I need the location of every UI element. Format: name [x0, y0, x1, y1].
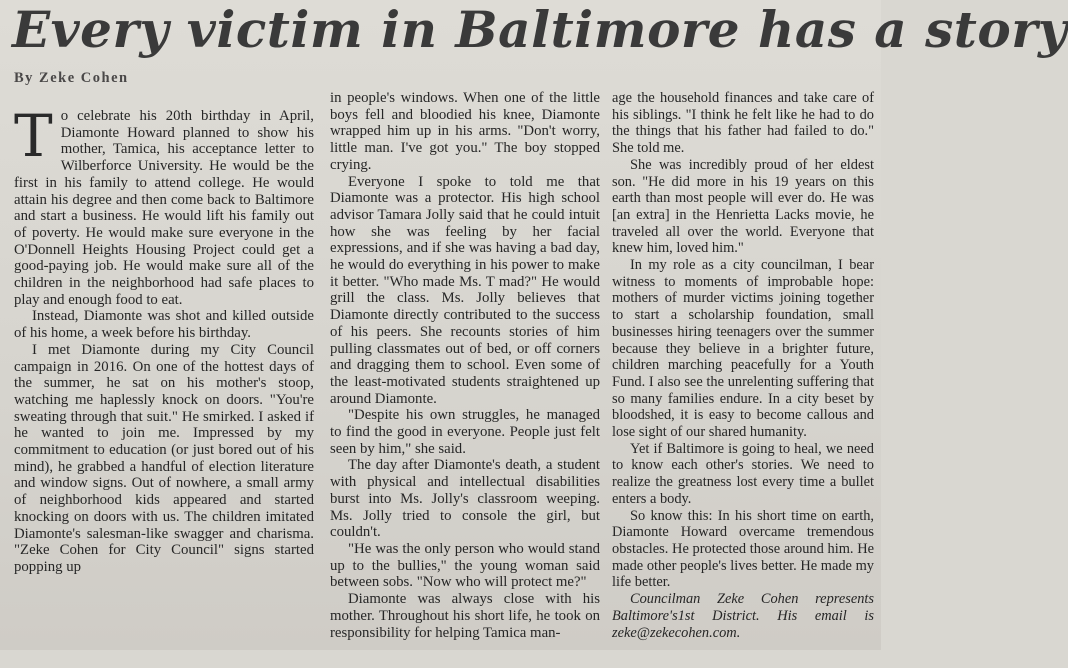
paragraph: Everyone I spoke to told me that Diamonte was a protector. His high school advisor Tamara Jolly said that he could intuit how she was feeling by her facial expressions, and if she was having a bad day, he would do everything in his power to make it better. "Who made Ms. T mad?" He would grill the class. Ms. Jolly believes that Diamonte directly contributed to the success of his peers. She recounts stories of him pulling classmates out of bed, or off corners and dragging them to school. Even some of the least-motivated students straightened up around Diamonte.	[330, 173, 600, 407]
paragraph: age the household finances and take care of his siblings. "I think he felt like he had to do the things that his father had failed to do." She told me.	[612, 90, 874, 157]
paragraph-text: o celebrate his 20th birthday in April, Diamonte Howard planned to show his mother, Tamica, his acceptance letter to Wilberforce University. He would be the first in his family to attend college. He would attain his degree and then come back to Baltimore and start a business. He would lift his family out of poverty. He would make sure everyone in the O'Donnell Heights Housing Project could get a good-paying job. He would make sure all of the children in the neighborhood had safe places to play and enough food to eat.	[14, 108, 314, 308]
column-3	[612, 90, 874, 650]
paragraph: Instead, Diamonte was shot and killed outside of his home, a week before his birthday.	[14, 308, 314, 342]
paragraph: "He was the only person who would stand up to the bullies," the young woman said between sobs. "Now who will protect me?"	[330, 540, 600, 591]
paragraph: "Despite his own struggles, he managed to find the good in everyone. People just felt seen by him," she said.	[330, 407, 600, 457]
paragraph: Diamonte was always close with his mother. Throughout his short life, he took on responsibility for helping Tamica man-	[330, 591, 600, 641]
paragraph: In my role as a city councilman, I bear witness to moments of improbable hope: mothers of murder victims joining together to start a scholarship foundation, small businesses hiring teenagers over the summer because they believe in a brighter future, children marching peacefully for a Youth Fund. I also see the unrelenting suffering that so many families endure. In a city beset by bloodshed, it is easy to become callous and lose sight of our shared humanity.	[612, 257, 874, 441]
column-1	[14, 102, 314, 668]
paragraph: She was incredibly proud of her eldest son. "He did more in his 19 years on this earth than most people will ever do. He was [an extra] in the Henrietta Lacks movie, he traveled all over the world. Everyone that knew him, loved him."	[612, 156, 874, 257]
paragraph: Yet if Baltimore is going to heal, we need to know each other's stories. We need to realize the greatness lost every time a bullet enters a body.	[612, 440, 874, 507]
paragraph: I met Diamonte during my City Council campaign in 2016. On one of the hottest days of the summer, he sat on his mother's stoop, watching me haplessly knock on doors. "You're sweating through that suit." He smirked. I asked if he wanted to join me. Impressed by my commitment to education (or just bored out of his mind), he grabbed a handful of election literature and window signs. Out of nowhere, a small army of neighborhood kids appeared and started knocking on doors with us. The children imitated Diamonte's salesman-like swagger and charisma. "Zeke Cohen for City Council" signs started popping up	[14, 341, 314, 575]
headline: Every victim in Baltimore has a story	[12, 0, 1068, 59]
paragraph	[14, 102, 314, 308]
column-2	[330, 90, 600, 650]
byline: By Zeke Cohen	[14, 70, 129, 86]
drop-cap: T	[14, 102, 53, 170]
article-body	[14, 90, 874, 650]
author-signature: Councilman Zeke Cohen represents Baltimore's1st District. His email is zeke@zekecohen.com.	[612, 591, 874, 641]
paragraph: in people's windows. When one of the little boys fell and bloodied his knee, Diamonte wrapped him up in his arms. "Don't worry, little man. I've got you." The boy stopped crying.	[330, 90, 600, 173]
paragraph: So know this: In his short time on earth, Diamonte Howard overcame tremendous obstacles. He protected those around him. He made other people's lives better. He made my life better.	[612, 507, 874, 591]
paragraph: The day after Diamonte's death, a student with physical and intellectual disabilities burst into Ms. Jolly's classroom weeping. Ms. Jolly tried to console the girl, but couldn't.	[330, 457, 600, 541]
